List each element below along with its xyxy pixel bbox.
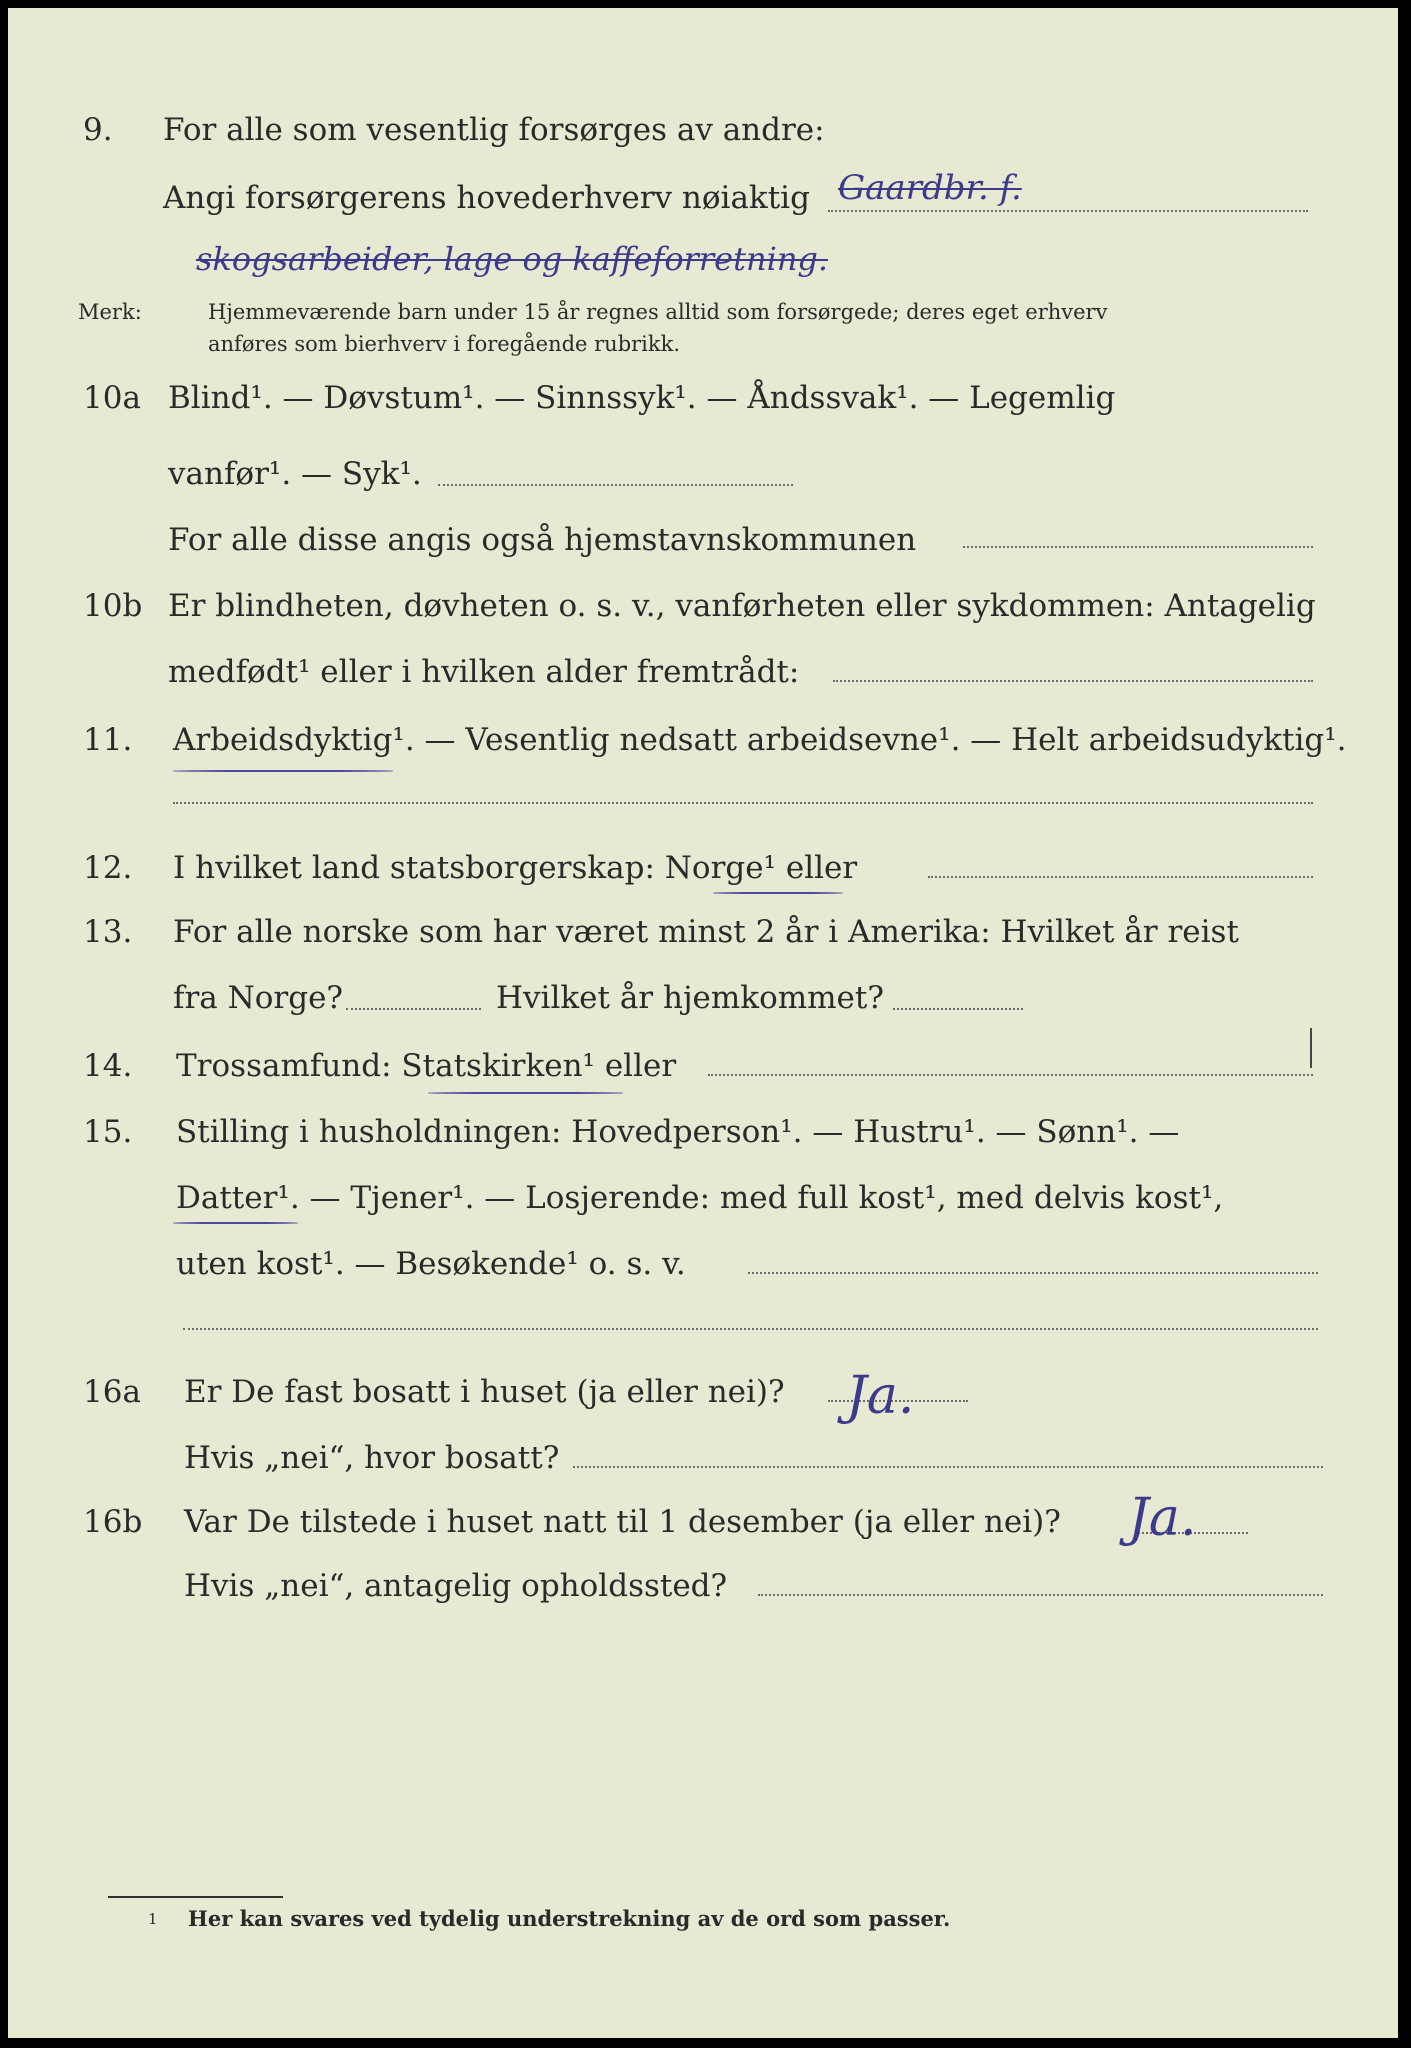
- answer-line-16b-opholdssted: [758, 1594, 1323, 1596]
- question-16a-text-2: Hvis „nei“, hvor bosatt?: [184, 1440, 560, 1476]
- note-text-line-1: Hjemmeværende barn under 15 år regnes alltid som forsørgede; deres eget erhverv: [208, 300, 1108, 324]
- question-number-12: 12.: [83, 850, 133, 886]
- handwritten-answer-9a: Gaardbr. f.: [838, 168, 1022, 208]
- census-form-page: [8, 8, 1398, 2038]
- margin-tick-mark: [1310, 1028, 1312, 1068]
- answer-line-12: [928, 876, 1313, 878]
- answer-line-16a-bosatt: [573, 1466, 1323, 1468]
- question-10a-text-3: For alle disse angis også hjemstavnskommunen: [168, 522, 917, 558]
- question-13-text-2: fra Norge?: [173, 980, 344, 1016]
- question-14-text: Trossamfund: Statskirken¹ eller: [176, 1048, 677, 1084]
- question-number-16a: 16a: [83, 1374, 141, 1410]
- question-number-10b: 10b: [83, 588, 143, 624]
- question-16b-text: Var De tilstede i huset natt til 1 desember (ja eller nei)?: [184, 1504, 1061, 1540]
- underline-norge: [713, 892, 843, 894]
- question-number-13: 13.: [83, 914, 133, 950]
- question-15-text-2: Datter¹. — Tjener¹. — Losjerende: med full kost¹, med delvis kost¹,: [176, 1180, 1224, 1216]
- question-12-text: I hvilket land statsborgerskap: Norge¹ eller: [173, 850, 858, 886]
- footnote-rule: [108, 1896, 283, 1898]
- question-number-10a: 10a: [83, 380, 141, 416]
- answer-line-9a: [828, 210, 1308, 212]
- answer-line-13-reist: [346, 1008, 481, 1010]
- handwritten-answer-16b: Ja.: [1128, 1488, 1197, 1548]
- question-10a-text-2: vanfør¹. — Syk¹.: [168, 456, 422, 492]
- answer-line-10a: [438, 484, 793, 486]
- answer-line-15: [748, 1272, 1318, 1274]
- underline-arbeidsdyktig: [173, 770, 393, 772]
- question-number-14: 14.: [83, 1048, 133, 1084]
- question-9-text: For alle som vesentlig forsørges av andre:: [163, 112, 825, 148]
- question-9-provider-label: Angi forsørgerens hovederhverv nøiaktig: [163, 180, 810, 216]
- answer-line-10a-kommune: [963, 546, 1313, 548]
- underline-datter: [173, 1222, 298, 1224]
- question-number-11: 11.: [83, 722, 133, 758]
- question-15-text: Stilling i husholdningen: Hovedperson¹. — Hustru¹. — Sønn¹. —: [176, 1114, 1180, 1150]
- question-10b-text-2: medfødt¹ eller i hvilken alder fremtrådt:: [168, 654, 800, 690]
- question-number-9: 9.: [83, 112, 113, 148]
- question-11-text: Arbeidsdyktig¹. — Vesentlig nedsatt arbeidsevne¹. — Helt arbeidsudyktig¹.: [173, 722, 1347, 758]
- question-number-15: 15.: [83, 1114, 133, 1150]
- question-number-16b: 16b: [83, 1504, 143, 1540]
- answer-line-14: [708, 1074, 1313, 1076]
- footnote-text: Her kan svares ved tydelig understrekning av de ord som passer.: [188, 1906, 951, 1931]
- question-10a-text: Blind¹. — Døvstum¹. — Sinnssyk¹. — Åndssvak¹. — Legemlig: [168, 380, 1116, 416]
- note-text-line-2: anføres som bierhverv i foregående rubrikk.: [208, 332, 681, 356]
- answer-line-11: [173, 802, 1313, 804]
- question-13-text: For alle norske som har været minst 2 år i Amerika: Hvilket år reist: [173, 914, 1239, 950]
- answer-line-13-hjemkommet: [893, 1008, 1023, 1010]
- underline-statskirken: [428, 1092, 623, 1094]
- answer-line-15-2: [183, 1328, 1318, 1330]
- handwritten-answer-16a: Ja.: [846, 1366, 915, 1426]
- question-16b-text-2: Hvis „nei“, antagelig opholdssted?: [184, 1568, 728, 1604]
- question-10b-text: Er blindheten, døvheten o. s. v., vanførheten eller sykdommen: Antagelig: [168, 588, 1316, 624]
- answer-line-10b: [833, 680, 1313, 682]
- question-13-text-3: Hvilket år hjemkommet?: [496, 980, 884, 1016]
- footnote-mark: 1: [148, 1910, 158, 1928]
- note-label: Merk:: [78, 300, 142, 324]
- handwritten-answer-9b: skogsarbeider, lage og kaffeforretning.: [196, 240, 829, 278]
- question-15-text-3: uten kost¹. — Besøkende¹ o. s. v.: [176, 1246, 686, 1282]
- question-16a-text: Er De fast bosatt i huset (ja eller nei)?: [184, 1374, 785, 1410]
